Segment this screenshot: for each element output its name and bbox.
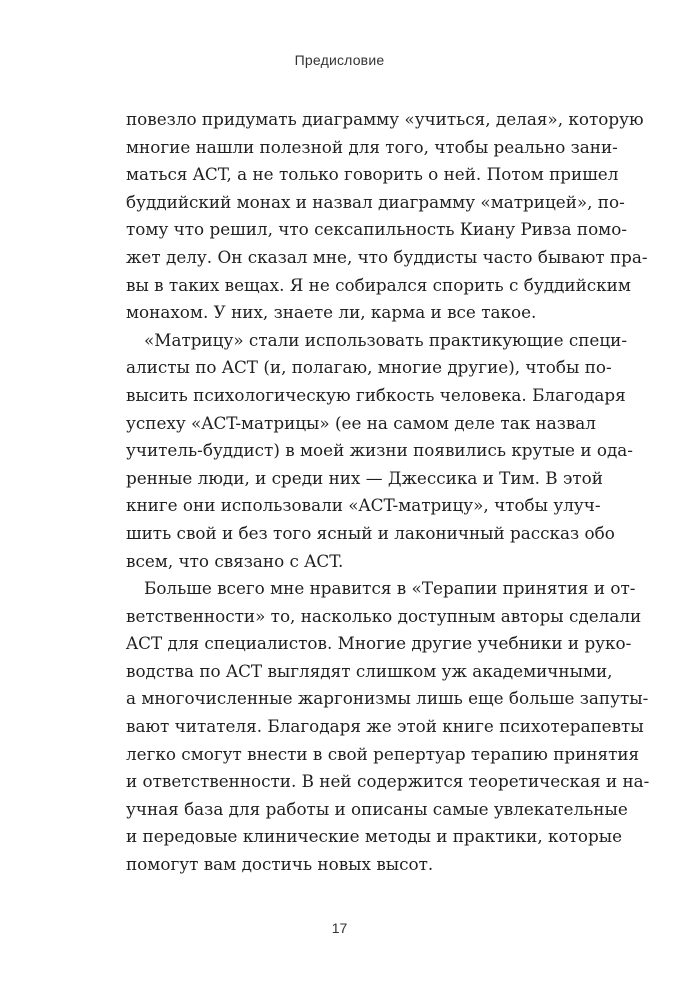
text-line: высить психологическую гибкость человека. Благодаря bbox=[126, 384, 626, 405]
text-line: монахом. У них, знаете ли, карма и все такое. bbox=[126, 302, 537, 323]
text-line: шить свой и без того ясный и лаконичный рассказ обо bbox=[126, 522, 615, 543]
text-line: ветственности» то, насколько доступным авторы сделали bbox=[126, 605, 642, 626]
text-line: помогут вам достичь новых высот. bbox=[126, 854, 434, 875]
text-line: водства по ACT выглядят слишком уж академичными, bbox=[126, 660, 613, 681]
body-text bbox=[126, 106, 650, 879]
text-line: Больше всего мне нравится в «Терапии принятия и от- bbox=[144, 578, 636, 599]
text-line: жет делу. Он сказал мне, что буддисты часто бывают пра- bbox=[126, 246, 648, 267]
text-line: учная база для работы и описаны самые увлекательные bbox=[126, 798, 628, 819]
running-head-title: Предисловие bbox=[294, 52, 385, 68]
text-line: ренные люди, и среди них — Джессика и Тим. В этой bbox=[126, 467, 603, 488]
text-line: алисты по ACT (и, полагаю, многие другие), чтобы по- bbox=[126, 357, 612, 378]
text-line: вают читателя. Благодаря же этой книге психотерапевты bbox=[126, 716, 644, 737]
text-line: а многочисленные жаргонизмы лишь еще больше запуты- bbox=[126, 688, 649, 709]
text-line: легко смогут внести в свой репертуар терапию принятия bbox=[126, 743, 640, 764]
text-line: и передовые клинические методы и практики, которые bbox=[126, 826, 623, 847]
text-line: буддийский монах и назвал диаграмму «матрицей», по- bbox=[126, 191, 625, 212]
text-line: маться ACT, а не только говорить о ней. Потом пришел bbox=[126, 164, 619, 185]
text-line: всем, что связано с ACT. bbox=[126, 550, 344, 571]
text-line: ACT для специалистов. Многие другие учебники и руко- bbox=[126, 633, 632, 654]
text-line: учитель-буддист) в моей жизни появились крутые и ода- bbox=[126, 440, 633, 461]
text-line: повезло придумать диаграмму «учиться, делая», которую bbox=[126, 109, 644, 129]
text-line: успеху «ACT-матрицы» (ее на самом деле так назвал bbox=[126, 412, 596, 433]
text-line: многие нашли полезной для того, чтобы реально зани- bbox=[126, 136, 618, 157]
paragraph-1 bbox=[126, 106, 648, 327]
text-line: вы в таких вещах. Я не собирался спорить с буддийским bbox=[126, 274, 631, 295]
text-line: тому что решил, что сексапильность Киану Ривза помо- bbox=[126, 219, 627, 240]
paragraph-2 bbox=[126, 327, 633, 575]
page-number: 17 bbox=[331, 920, 348, 936]
text-line: «Матрицу» стали использовать практикующие специ- bbox=[144, 329, 628, 350]
text-line: и ответственности. В ней содержится теоретическая и на- bbox=[126, 771, 650, 792]
paragraph-3 bbox=[126, 575, 650, 879]
text-line: книге они использовали «ACT-матрицу», чтобы улуч- bbox=[126, 495, 601, 516]
